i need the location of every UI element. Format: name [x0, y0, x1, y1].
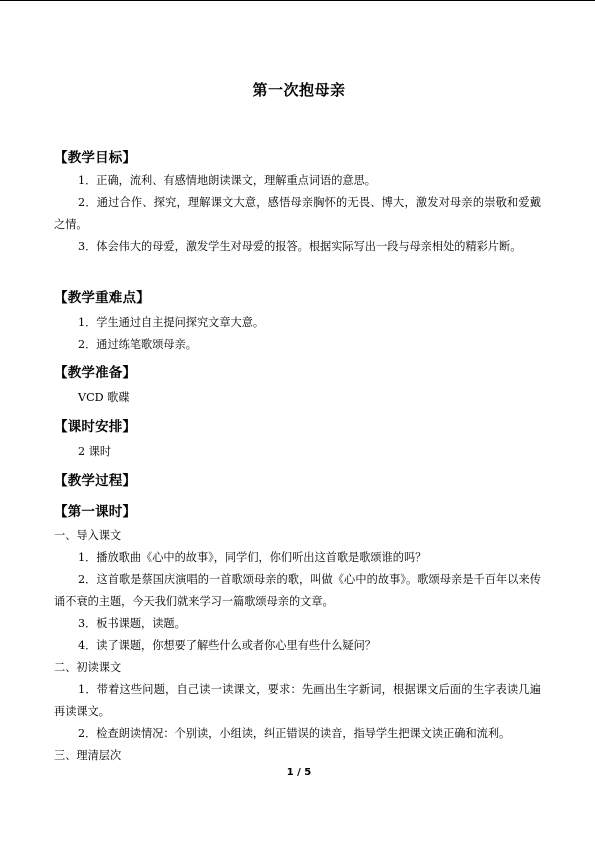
document-title: 第一次抱母亲: [252, 81, 346, 99]
section1-item-2: 2．这首歌是蔡国庆演唱的一首歌颂母亲的歌，叫做《心中的故事》。歌颂母亲是千百年以来传诵不衰的主题，今天我们就来学习一篇歌颂母亲的文章。: [54, 573, 541, 608]
page-number: 1 / 5: [286, 767, 312, 778]
key-point-item-1: 1．学生通过自主提问探究文章大意。: [78, 316, 265, 329]
section1-item-1: 1．播放歌曲《心中的故事》，同学们，你们听出这首歌是歌颂谁的吗？: [78, 551, 427, 564]
section2-title: 二、初读课文: [54, 661, 122, 674]
key-points-heading: 【教学重难点】: [54, 290, 150, 306]
preparation-heading: 【教学准备】: [54, 365, 137, 381]
preparation-text: VCD 歌碟: [78, 391, 130, 404]
section2-item-1: 1．带着这些问题，自己读一读课文，要求：先画出生字新词，根据课文后面的生字表读几遍再读课文。: [54, 683, 541, 718]
goals-heading: 【教学目标】: [54, 150, 137, 166]
section1-title: 一、导入课文: [54, 529, 122, 542]
section1-item-3: 3．板书课题，读题。: [78, 617, 186, 630]
goal-item-2: 2．通过合作、探究，理解课文大意，感悟母亲胸怀的无畏、博大，激发对母亲的崇敬和爱戴之情。: [54, 196, 541, 231]
lesson1-heading: 【第一课时】: [54, 504, 137, 520]
process-heading: 【教学过程】: [54, 473, 137, 489]
top-rule: [0, 0, 595, 1]
section3-title: 三、理清层次: [54, 749, 122, 762]
schedule-text: 2 课时: [78, 445, 112, 458]
section1-item-4: 4．读了课题，你想要了解些什么或者你心里有些什么疑问？: [78, 639, 376, 652]
schedule-heading: 【课时安排】: [54, 419, 137, 435]
key-point-item-2: 2．通过练笔歌颂母亲。: [78, 338, 197, 351]
goal-item-3: 3．体会伟大的母爱，激发学生对母爱的报答。根据实际写出一段与母亲相处的精彩片断。: [78, 240, 522, 253]
goal-item-1: 1．正确，流利、有感情地朗读课文，理解重点词语的意思。: [78, 174, 376, 187]
section2-item-2: 2．检查朗读情况：个别读，小组读，纠正错误的读音，指导学生把课文读正确和流利。: [78, 727, 511, 740]
